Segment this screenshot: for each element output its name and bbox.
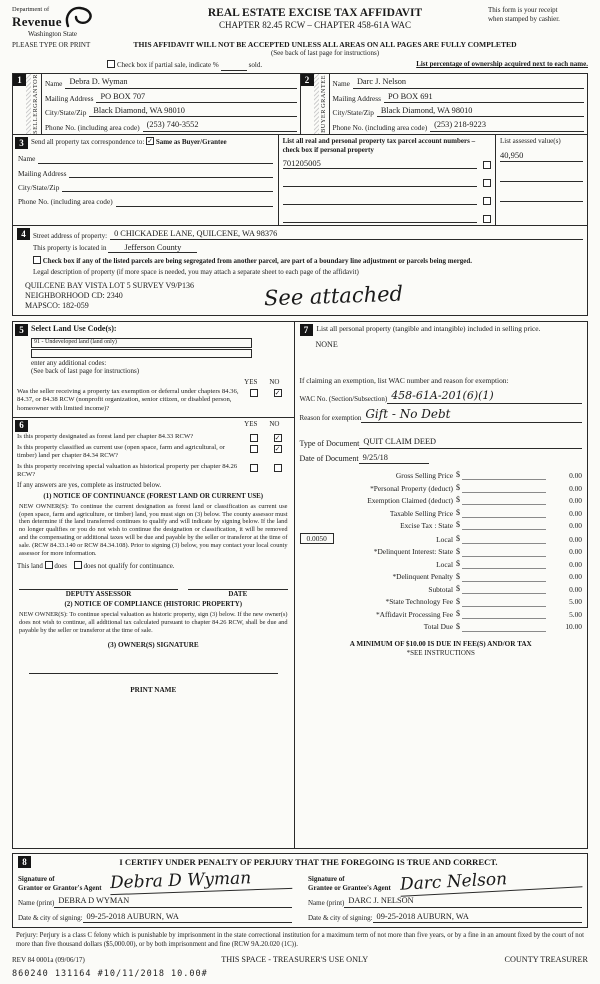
section-7-badge: 7 <box>300 324 313 336</box>
parcel-4-field[interactable] <box>283 212 477 223</box>
section5-question: Was the seller receiving a property tax exemption or deferral under chapters 84.36, 84.37, or 84.38 RCW (nonprofit organization, senior citizen, or disabled person, homeowner with limited income)? <box>17 387 239 412</box>
buyer-side-strip <box>314 74 330 134</box>
additional-codes-label: enter any additional codes: <box>31 358 107 367</box>
additional-codes-box[interactable] <box>31 349 252 358</box>
corr-name-label: Name <box>18 154 36 164</box>
dollar-sign: $ <box>456 596 460 606</box>
seller-city-label: City/State/Zip <box>45 108 87 118</box>
dollar-sign: $ <box>456 495 460 505</box>
dor-logo <box>12 6 142 39</box>
revenue-swirl-icon <box>64 6 94 30</box>
grantee-name-print-label: Name (print) <box>308 899 345 908</box>
parcel-4-personal-checkbox[interactable] <box>483 215 491 223</box>
section-3-badge: 3 <box>15 137 28 149</box>
dollar-sign: $ <box>456 482 460 492</box>
notice2-title: (2) NOTICE OF COMPLIANCE (HISTORIC PROPERTY) <box>64 601 243 609</box>
buyer-name-label: Name <box>332 79 350 89</box>
section6-yes-header: YES <box>244 420 258 429</box>
section-8 <box>12 853 588 928</box>
grantee-date-value[interactable]: 09-25-2018 AUBURN, WA <box>373 912 582 923</box>
grantor-name-print-value[interactable]: DEBRA D WYMAN <box>54 896 292 907</box>
personal-property-value[interactable]: NONE <box>315 340 338 350</box>
hatch-pattern <box>314 74 319 134</box>
affidavit-processing-fee-label: *Affidavit Processing Fee <box>375 609 453 619</box>
deputy-assessor-label: DEPUTY ASSESSOR <box>65 589 132 598</box>
buyer-phone-label: Phone No. (including area code) <box>332 122 428 132</box>
seller-side-label: SELLER <box>32 108 40 135</box>
parcel-2-personal-checkbox[interactable] <box>483 179 491 187</box>
dollar-sign: $ <box>456 621 460 631</box>
corr-city-label: City/State/Zip <box>18 183 60 193</box>
parties-row <box>12 73 588 135</box>
delinquent-penalty-label: *Delinquent Penalty <box>392 572 453 582</box>
dollar-sign: $ <box>456 609 460 619</box>
excise-tax-state-value[interactable]: 0.00 <box>569 521 582 531</box>
grantor-side-label: GRANTOR <box>32 74 40 109</box>
dollar-sign: $ <box>456 546 460 556</box>
q3-yes-checkbox[interactable] <box>250 464 258 472</box>
excise-tax-local-value[interactable]: 0.00 <box>569 534 582 544</box>
partial-sale-percent-field[interactable] <box>221 60 247 71</box>
land-use-title: Select Land Use Code(s): <box>31 324 117 334</box>
state-technology-fee-label: *State Technology Fee <box>385 597 453 607</box>
grantee-signature-label-2: Grantee or Grantee's Agent <box>308 883 391 892</box>
owners-signature-line[interactable] <box>29 664 278 674</box>
section5-see-back: (See back of last page for instructions) <box>31 367 140 376</box>
dollar-sign: $ <box>456 571 460 581</box>
corr-address-field[interactable] <box>69 167 272 178</box>
grantor-date-label: Date & city of signing: <box>18 914 83 923</box>
grantor-signature[interactable]: Debra D Wyman <box>110 867 293 896</box>
legal-line-2: NEIGHBORHOOD CD: 2340 <box>25 291 123 301</box>
warning-label: THIS AFFIDAVIT WILL NOT BE ACCEPTED UNLESS ALL AREAS ON ALL PAGES ARE FULLY COMPLETED <box>133 40 517 49</box>
section6-no-header: NO <box>269 420 280 429</box>
section5-yes-header: YES <box>244 378 258 387</box>
notice2-body: NEW OWNER(S): To continue special valuation as historic property, sign (3) below. If the new owner(s) does not wish to continue, all additional tax calculated pursuant to chapter 84.26 RCW, shall be due and payable by the seller or transferor at the time of sale. <box>19 611 288 634</box>
parcel-3-field[interactable] <box>283 194 477 205</box>
see-back-note: (See back of last page for instructions) <box>270 49 380 58</box>
parcel-number-value[interactable]: 701205005 <box>283 158 477 170</box>
total-due-label: Total Due <box>423 622 453 632</box>
section-1-badge: 1 <box>13 74 26 86</box>
dollar-sign: $ <box>456 584 460 594</box>
section-3 <box>12 134 588 226</box>
partial-sale-suffix: sold. <box>248 61 263 70</box>
total-due-value[interactable]: 10.00 <box>565 622 582 632</box>
grantee-signature-label-1: Signature of <box>308 874 345 883</box>
taxable-selling-price-value[interactable]: 0.00 <box>569 508 582 518</box>
subtotal-label: Subtotal <box>428 584 453 594</box>
segregated-checkbox[interactable] <box>33 256 41 264</box>
deputy-date-label: DATE <box>228 589 248 598</box>
corr-address-label: Mailing Address <box>18 168 67 178</box>
dept-of-label: Department of <box>12 6 50 13</box>
land-does-checkbox[interactable] <box>45 561 53 569</box>
qualify-label: qualify for continuance. <box>108 563 175 571</box>
revenue-wordmark: Revenue <box>12 14 62 29</box>
state-technology-fee-value[interactable]: 5.00 <box>569 597 582 607</box>
dollar-sign: $ <box>456 470 460 480</box>
delinquent-interest-local-label: Local <box>436 559 453 569</box>
affidavit-processing-fee-value[interactable]: 5.00 <box>569 609 582 619</box>
corr-name-field[interactable] <box>38 152 272 163</box>
excise-tax-local-label: Local <box>436 534 453 544</box>
buyer-address-value[interactable]: PO BOX 691 <box>384 92 584 103</box>
section-5-badge: 5 <box>15 324 28 336</box>
located-county-value[interactable]: Jefferson County <box>108 243 197 253</box>
if-yes-note: If any answers are yes, complete as instructed below. <box>17 481 162 489</box>
parcel-2-field[interactable] <box>283 176 477 187</box>
current-use-question: Is this property classified as current use (open space, farm and agricultural, or timber) land per chapter 84.34 RCW? <box>17 444 225 460</box>
personal-property-label: List all personal property (tangible and intangible) included in selling price. <box>316 324 541 334</box>
q1-no-checkbox[interactable]: ✓ <box>274 434 281 443</box>
partial-sale-label: Check box if partial sale, indicate % <box>117 61 219 70</box>
perjury-note: Perjury: Perjury is a class C felony which is punishable by imprisonment in the state correctional institution for a maximum term of not more than five years, or by a fine in an amount fixed by the court of not more than five thousand dollars ($5,000.00), or by both imprisonment and fine (RCW 9A.20.020 (1C)). <box>16 932 584 948</box>
located-in-label: This property is located in <box>33 244 107 253</box>
subtotal-value[interactable]: 0.00 <box>569 584 582 594</box>
s5-no-checkbox[interactable]: ✓ <box>274 388 281 397</box>
buyer-phone-value[interactable]: (253) 218-9223 <box>430 120 584 131</box>
grantor-signature-label-2: Grantor or Grantor's Agent <box>18 883 102 892</box>
corr-phone-label: Phone No. (including area code) <box>18 197 113 207</box>
delinquent-interest-local-value[interactable]: 0.00 <box>569 559 582 569</box>
reason-value-handwriting[interactable]: Gift - No Debt <box>361 407 582 423</box>
rev-form-number: REV 84 0001a (09/06/17) <box>12 956 85 965</box>
exemption-intro: If claiming an exemption, list WAC number and reason for exemption: <box>299 376 509 386</box>
grantee-name-print-value[interactable]: DARC J. NELSON <box>344 896 582 907</box>
s5-yes-checkbox[interactable] <box>250 389 258 397</box>
forest-land-question: Is this property designated as forest land per chapter 84.33 RCW? <box>17 433 194 441</box>
seller-phone-value[interactable]: (253) 740-3552 <box>143 120 297 131</box>
q2-no-checkbox[interactable]: ✓ <box>274 445 281 454</box>
excise-tax-table <box>300 468 583 634</box>
gross-selling-price-label: Gross Selling Price <box>395 471 453 481</box>
owners-signature-label: (3) OWNER(S) SIGNATURE <box>107 640 199 649</box>
legal-description-label: Legal description of property (if more space is needed, you may attach a separate sheet to each page of the affidavit) <box>33 268 359 277</box>
land-use-code-box[interactable]: 91 - Undeveloped land (land only) <box>31 338 252 348</box>
this-land-label: This land <box>17 563 43 571</box>
see-instructions-note: *SEE INSTRUCTIONS <box>406 649 475 658</box>
section5-no-header: NO <box>269 378 280 387</box>
delinquent-interest-state-label: *Delinquent Interest: State <box>373 547 453 557</box>
parcel-1-personal-checkbox[interactable] <box>483 161 491 169</box>
section-8-badge: 8 <box>18 856 31 868</box>
seller-address-value[interactable]: PO BOX 707 <box>96 92 296 103</box>
street-address-label: Street address of property: <box>33 231 108 240</box>
parcel-header: List all real and personal property tax parcel account numbers – check box if personal property <box>282 137 476 154</box>
same-as-buyer-checkbox[interactable]: ✓ <box>147 137 154 146</box>
wac-label: WAC No. (Section/Subsection) <box>299 395 388 404</box>
county-treasurer-label: COUNTY TREASURER <box>504 955 588 965</box>
corr-phone-field[interactable] <box>116 195 273 206</box>
section-5 <box>12 321 295 418</box>
partial-sale-row <box>107 60 262 71</box>
dollar-sign: $ <box>456 559 460 569</box>
receipt-note-line1: This form is your receipt <box>488 6 558 14</box>
seller-city-value[interactable]: Black Diamond, WA 98010 <box>89 106 296 117</box>
seller-name-label: Name <box>45 79 63 89</box>
assessed-field-2[interactable] <box>500 171 583 182</box>
assessed-header: List assessed value(s) <box>500 137 561 146</box>
minimum-due-note: A MINIMUM OF $10.00 IS DUE IN FEE(S) AND/OR TAX <box>349 640 532 649</box>
deputy-assessor-signature-line[interactable] <box>19 580 178 590</box>
personal-property-deduct-label: *Personal Property (deduct) <box>370 483 453 493</box>
q1-yes-checkbox[interactable] <box>250 434 258 442</box>
delinquent-penalty-value[interactable]: 0.00 <box>569 572 582 582</box>
corr-city-field[interactable] <box>62 181 272 192</box>
section-6-badge: 6 <box>15 420 28 432</box>
delinquent-interest-state-value[interactable]: 0.00 <box>569 547 582 557</box>
section-4-badge: 4 <box>17 228 30 240</box>
exemption-claimed-value[interactable]: 0.00 <box>569 496 582 506</box>
section-2-badge: 2 <box>301 74 314 86</box>
does-label: does <box>54 563 67 571</box>
ownership-note: List percentage of ownership acquired next to each name. <box>416 60 588 69</box>
assessed-value[interactable]: 40,950 <box>500 150 583 162</box>
legal-line-3: MAPSCO: 182-059 <box>25 301 89 311</box>
seller-address-label: Mailing Address <box>45 93 94 103</box>
parcel-3-personal-checkbox[interactable] <box>483 197 491 205</box>
dollar-sign: $ <box>456 534 460 544</box>
grantee-side-label: GRANTEE <box>319 75 327 108</box>
form-header <box>12 6 588 39</box>
doc-date-value[interactable]: 9/25/18 <box>359 453 429 464</box>
segregated-note: Check box if any of the listed parcels are being segregated from another parcel, are part of a boundary line adjustment or parcels being merged. <box>42 256 473 265</box>
excise-tax-state-label: Excise Tax : State <box>400 521 453 531</box>
grantor-signature-label-1: Signature of <box>18 874 55 883</box>
q2-yes-checkbox[interactable] <box>250 445 258 453</box>
doc-type-value[interactable]: QUIT CLAIM DEED <box>359 437 582 448</box>
land-does-not-checkbox[interactable] <box>74 561 82 569</box>
grantee-date-label: Date & city of signing: <box>308 914 373 923</box>
section-4 <box>12 225 588 316</box>
legal-line-1: QUILCENE BAY VISTA LOT 5 SURVEY V9/P136 <box>25 281 194 291</box>
buyer-name-value[interactable]: Darc J. Nelson <box>353 77 584 88</box>
see-attached-handwriting: See attached <box>263 281 404 311</box>
state-label: Washington State <box>28 30 78 39</box>
same-as-buyer-label: Same as Buyer/Grantee <box>155 138 227 147</box>
notice1-body: NEW OWNER(S): To continue the current designation as forest land or classification as current use (open space, farm and agriculture, or timber) land, you must sign on (3) below. The county assessor must then determine if the land transferred continues to qualify and will indicate by signing below. If the land no longer qualifies or you do not wish to continue the designation or classification, it will be removed and the compensating or additional taxes will be due and payable by the seller or transferor at the time of sale. (RCW 84.33.140 or RCW 84.34.108). Prior to signing (3) below, you may contact your local county assessor for more information. <box>19 502 288 558</box>
section-seller <box>12 73 301 135</box>
certify-statement: I CERTIFY UNDER PENALTY OF PERJURY THAT THE FOREGOING IS TRUE AND CORRECT. <box>119 856 498 867</box>
section-7 <box>294 321 589 849</box>
seller-name-value[interactable]: Debra D. Wyman <box>65 77 296 88</box>
local-rate-box[interactable]: 0.0050 <box>300 533 334 544</box>
section-buyer <box>300 73 589 135</box>
print-name-label: PRINT NAME <box>130 685 177 694</box>
notice1-title: (1) NOTICE OF CONTINUANCE (FOREST LAND OR CURRENT USE) <box>43 493 264 500</box>
street-address-value[interactable]: 0 CHICKADEE LANE, QUILCENE, WA 98376 <box>110 229 583 240</box>
section-6 <box>12 417 295 849</box>
dollar-sign: $ <box>456 520 460 530</box>
buyer-city-value[interactable]: Black Diamond, WA 98010 <box>377 106 584 117</box>
q3-no-checkbox[interactable] <box>274 464 282 472</box>
treasurer-space-label: THIS SPACE - TREASURER'S USE ONLY <box>221 955 369 965</box>
personal-property-deduct-value[interactable]: 0.00 <box>569 483 582 493</box>
send-correspondence-label: Send all property tax correspondence to: <box>31 138 145 147</box>
buyer-address-label: Mailing Address <box>332 93 381 103</box>
does-not-label: does not <box>83 563 107 571</box>
historic-property-question: Is this property receiving special valuation as historical property per chapter 84.26 RCW? <box>17 462 238 479</box>
cashier-stamp: 860240 131164 #10/11/2018 10.00# <box>12 969 208 980</box>
receipt-note-line2: when stamped by cashier. <box>488 14 560 23</box>
taxable-selling-price-label: Taxable Selling Price <box>389 508 453 518</box>
grantor-name-print-label: Name (print) <box>18 899 55 908</box>
doc-date-label: Date of Document <box>299 453 359 463</box>
deputy-date-line[interactable] <box>188 580 287 590</box>
form-title: REAL ESTATE EXCISE TAX AFFIDAVIT <box>207 7 423 19</box>
seller-side-strip <box>26 74 42 134</box>
please-type-label: PLEASE TYPE OR PRINT <box>12 41 91 49</box>
partial-sale-checkbox[interactable] <box>107 60 115 68</box>
dollar-sign: $ <box>456 507 460 517</box>
grantor-date-value[interactable]: 09-25-2018 AUBURN, WA <box>83 912 292 923</box>
gross-selling-price-value[interactable]: 0.00 <box>569 471 582 481</box>
form-chapter: CHAPTER 82.45 RCW – CHAPTER 458-61A WAC <box>219 20 411 31</box>
grantee-signature[interactable]: Darc Nelson <box>400 865 583 897</box>
seller-phone-label: Phone No. (including area code) <box>45 122 140 132</box>
doc-type-label: Type of Document <box>299 438 360 448</box>
wac-value-handwriting[interactable]: 458-61A-201(6)(1) <box>387 389 582 404</box>
receipt-note <box>488 6 588 24</box>
buyer-city-label: City/State/Zip <box>332 108 374 118</box>
reason-label: Reason for exemption <box>299 414 362 423</box>
buyer-side-label: BUYER <box>319 109 327 134</box>
assessed-field-3[interactable] <box>500 191 583 202</box>
exemption-claimed-label: Exemption Claimed (deduct) <box>367 496 453 506</box>
